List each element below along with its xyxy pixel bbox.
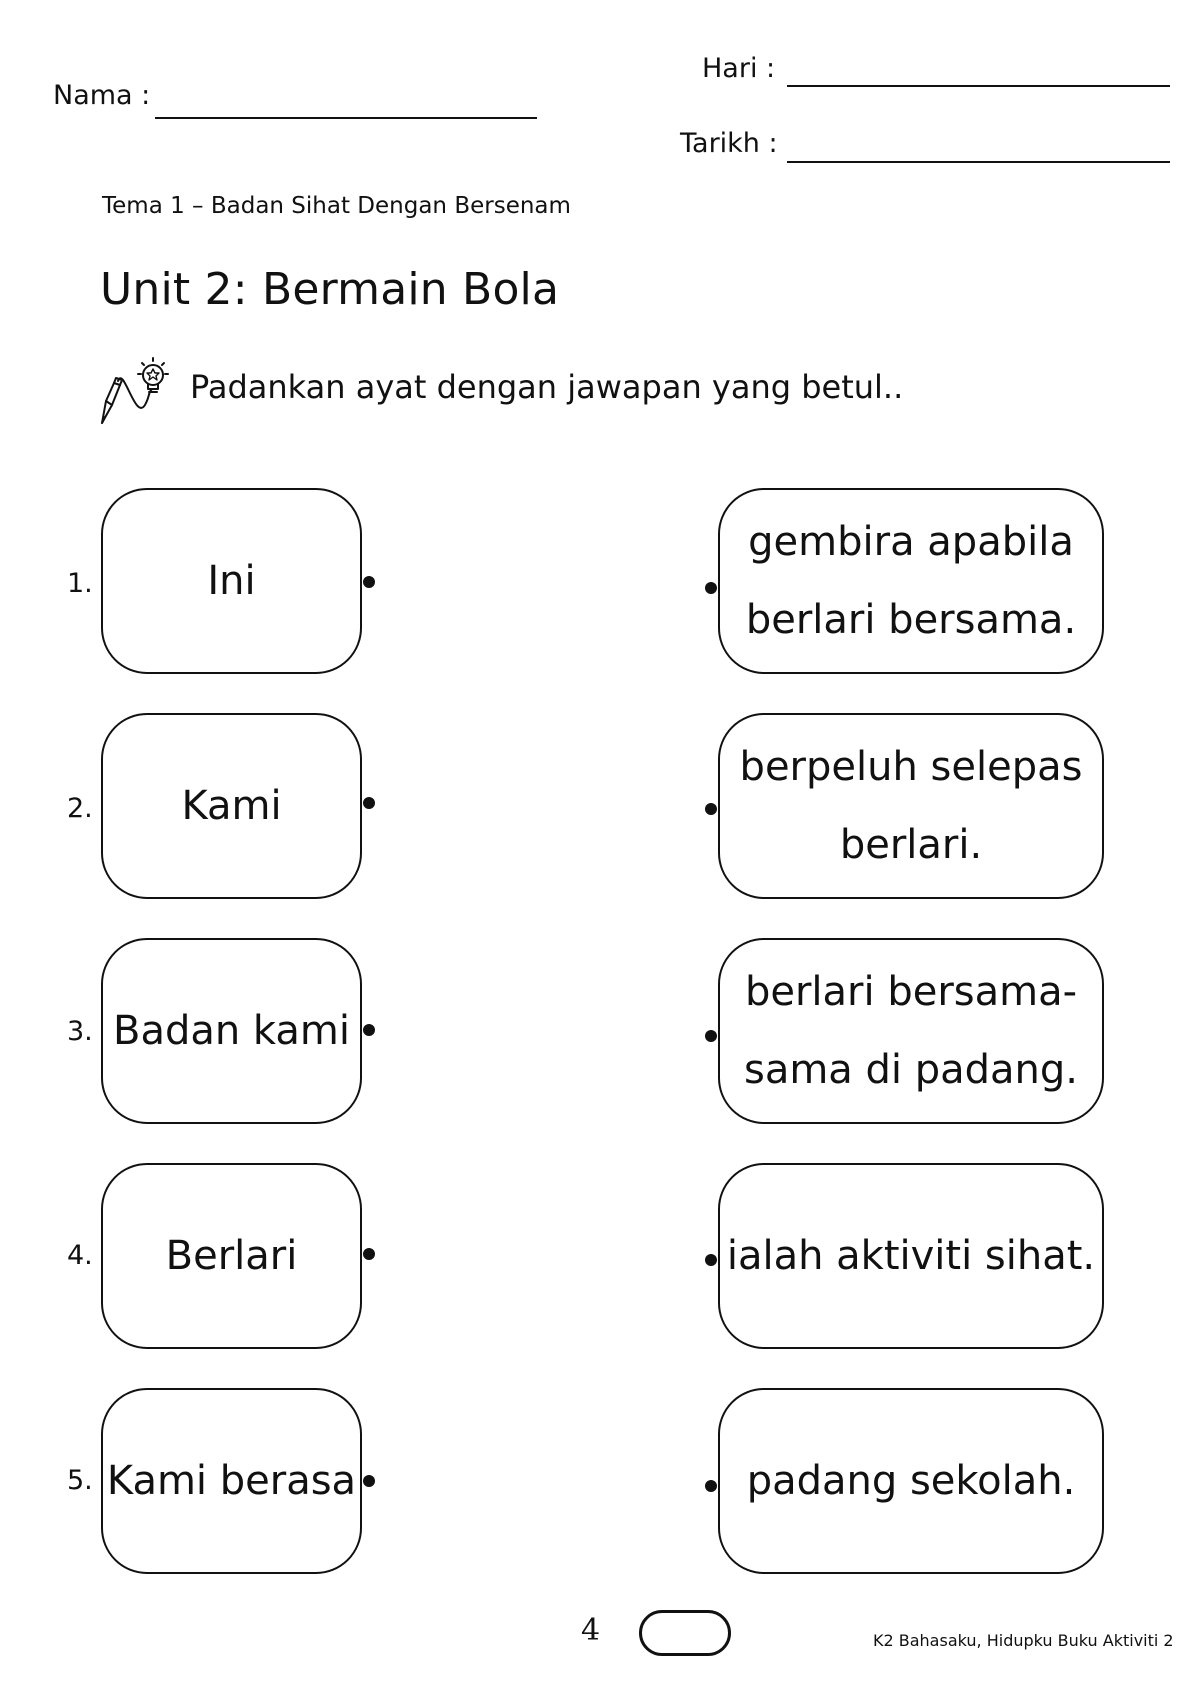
sentence-start-box[interactable] [101,1163,362,1349]
sentence-end-line: berlari bersama. [745,597,1077,643]
sentence-end-box[interactable] [718,713,1104,899]
sentence-end-line: berpeluh selepas [739,744,1083,790]
sentence-start-box[interactable] [101,1388,362,1574]
sentence-start-text: Berlari [165,1233,298,1279]
item-number: 1. [67,568,93,599]
sentence-end-text [744,953,1078,1109]
sentence-end-text [746,503,1076,659]
sentence-start-box[interactable] [101,488,362,674]
page-number: 4 [581,1613,601,1648]
right-match-dot[interactable] [705,582,717,594]
sentence-end-box[interactable] [718,1163,1104,1349]
item-number: 3. [67,1016,93,1047]
sentence-end-text [727,1217,1095,1295]
sentence-end-line: berlari. [839,822,983,868]
left-match-dot[interactable] [363,576,375,588]
sentence-start-text: Ini [207,558,256,604]
hari-label: Hari : [702,53,776,84]
left-match-dot[interactable] [363,1024,375,1036]
sentence-start-text: Badan kami [113,1008,350,1054]
item-number: 2. [67,793,93,824]
sentence-start-box[interactable] [101,938,362,1124]
tarikh-field[interactable] [787,161,1170,163]
left-match-dot[interactable] [363,1248,375,1260]
sentence-start-box[interactable] [101,713,362,899]
theme-subtitle: Tema 1 – Badan Sihat Dengan Bersenam [102,193,571,219]
right-match-dot[interactable] [705,1030,717,1042]
item-number: 5. [67,1465,93,1496]
sentence-end-box[interactable] [718,938,1104,1124]
sentence-end-line: ialah aktiviti sihat. [726,1233,1096,1279]
page-title: Unit 2: Bermain Bola [100,264,560,315]
right-match-dot[interactable] [705,1480,717,1492]
page-oval-decoration [639,1610,731,1656]
right-match-dot[interactable] [705,803,717,815]
hari-field[interactable] [787,85,1170,87]
sentence-end-text [747,1442,1076,1520]
left-match-dot[interactable] [363,797,375,809]
sentence-end-line: gembira apabila [748,519,1074,565]
sentence-end-line: berlari bersama- [744,969,1078,1015]
sentence-start-text: Kami berasa [106,1458,357,1504]
nama-field[interactable] [155,117,537,119]
sentence-start-text: Kami [181,783,282,829]
sentence-end-box[interactable] [718,1388,1104,1574]
sentence-end-box[interactable] [718,488,1104,674]
left-match-dot[interactable] [363,1475,375,1487]
pencil-lightbulb-icon [96,355,174,431]
right-match-dot[interactable] [705,1254,717,1266]
instruction-text: Padankan ayat dengan jawapan yang betul.. [190,368,904,406]
sentence-end-line: sama di padang. [743,1047,1079,1093]
item-number: 4. [67,1240,93,1271]
nama-label: Nama : [53,80,151,111]
sentence-end-line: padang sekolah. [746,1458,1076,1504]
sentence-end-text [740,728,1083,884]
tarikh-label: Tarikh : [680,128,778,159]
book-title-footer: K2 Bahasaku, Hidupku Buku Aktiviti 2 [873,1631,1174,1650]
